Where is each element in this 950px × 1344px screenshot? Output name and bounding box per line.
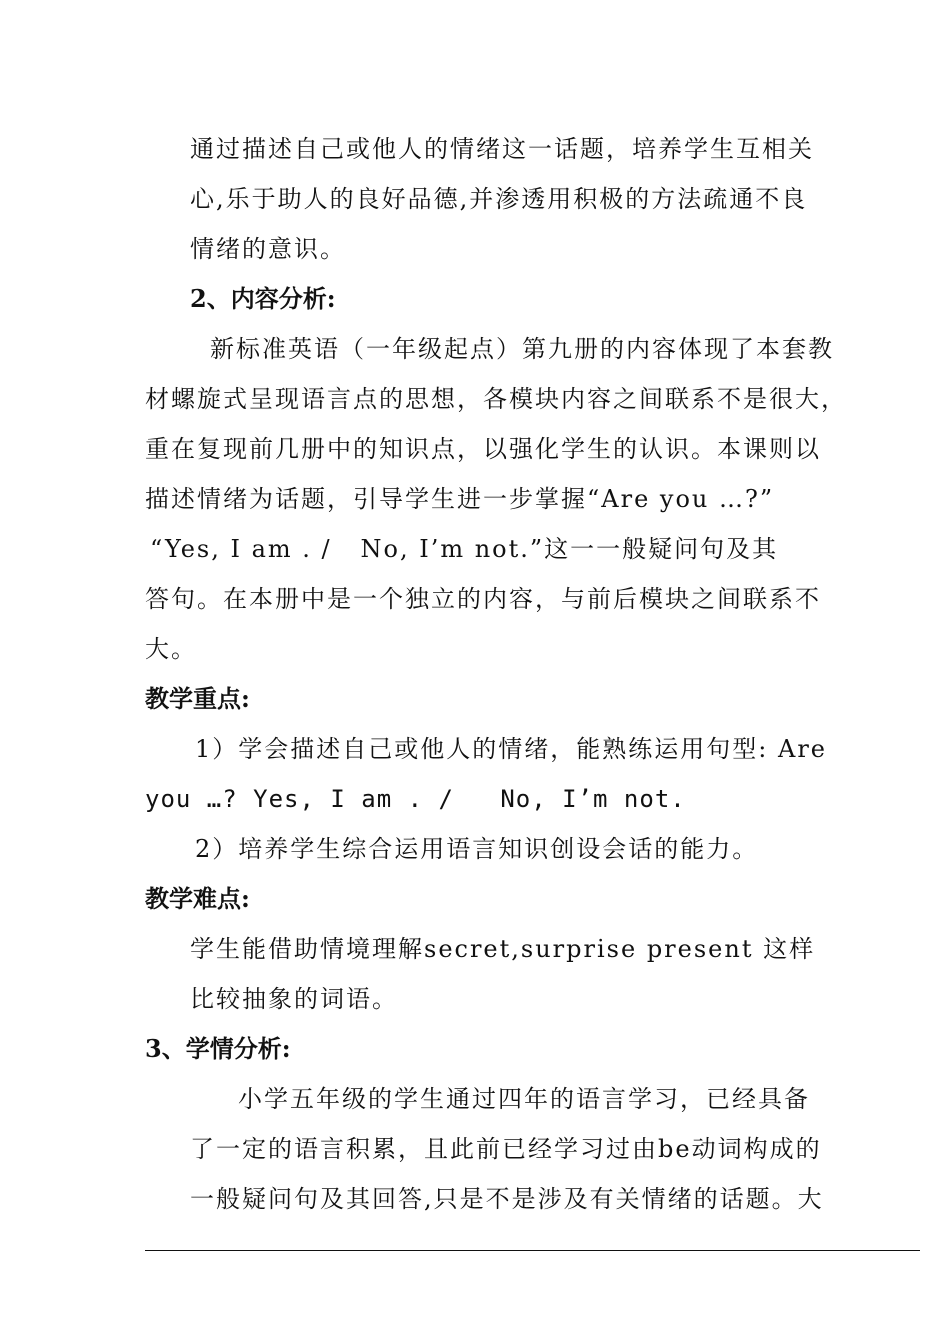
- section-heading: 3、学情分析:: [145, 1034, 291, 1063]
- text-line: 描述情绪为话题，引导学生进一步掌握“Are you …?”: [145, 485, 775, 513]
- section-heading: 2、内容分析:: [190, 284, 336, 313]
- text-line: 大。: [145, 635, 197, 663]
- text-line: 重在复现前几册中的知识点，以强化学生的认识。本课则以: [145, 435, 821, 463]
- text-line: 心,乐于助人的良好品德,并渗透用积极的方法疏通不良: [190, 185, 808, 213]
- text-line: 情绪的意识。: [190, 235, 346, 263]
- text-line: 了一定的语言积累，且此前已经学习过由be动词构成的: [190, 1135, 822, 1163]
- text-line: 材螺旋式呈现语言点的思想，各模块内容之间联系不是很大，: [145, 385, 847, 413]
- footer-divider: [145, 1250, 920, 1251]
- text-line: 新标准英语（一年级起点）第九册的内容体现了本套教: [210, 335, 834, 363]
- text-line: you …? Yes, I am . / No, I’m not.: [145, 785, 686, 813]
- text-line: 小学五年级的学生通过四年的语言学习，已经具备: [238, 1085, 810, 1113]
- section-heading: 教学难点:: [145, 884, 250, 913]
- text-line: 比较抽象的词语。: [190, 985, 398, 1013]
- text-line: “Yes, I am . / No, I’m not.”这一一般疑问句及其: [150, 535, 779, 563]
- text-line: 通过描述自己或他人的情绪这一话题，培养学生互相关: [190, 135, 814, 163]
- section-heading: 教学重点:: [145, 684, 250, 713]
- text-line: 答句。在本册中是一个独立的内容，与前后模块之间联系不: [145, 585, 821, 613]
- text-line: 一般疑问句及其回答,只是不是涉及有关情绪的话题。大: [190, 1185, 824, 1213]
- text-line: 学生能借助情境理解secret,surprise present 这样: [190, 935, 816, 963]
- text-line: 1）学会描述自己或他人的情绪，能熟练运用句型: Are: [195, 735, 827, 763]
- text-line: 2）培养学生综合运用语言知识创设会话的能力。: [195, 835, 759, 863]
